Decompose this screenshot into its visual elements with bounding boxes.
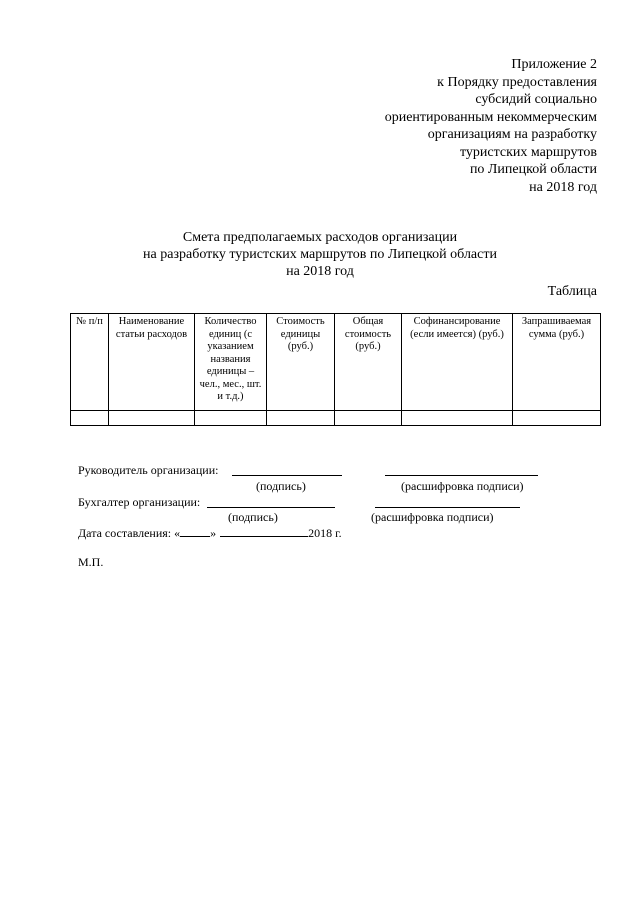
header-requested-sum: Запрашиваемая сумма (руб.) (513, 314, 601, 411)
estimate-table (70, 313, 601, 426)
header-item-name: Наименование статьи расходов (109, 314, 195, 411)
accountant-decoding-caption: (расшифровка подписи) (371, 510, 494, 524)
appendix-line: по Липецкой области (469, 162, 597, 177)
header-number: № п/п (71, 314, 109, 411)
date-row (78, 525, 342, 540)
table-cell[interactable] (335, 411, 402, 426)
table-cell[interactable] (71, 411, 109, 426)
header-unit-cost: Стоимость единицы (руб.) (267, 314, 335, 411)
table-header-row (71, 314, 601, 411)
document-title (0, 229, 640, 280)
head-label: Руководитель организации: (78, 463, 219, 477)
table-cell[interactable] (402, 411, 513, 426)
head-signature-line[interactable] (232, 475, 342, 476)
date-month-line[interactable] (220, 525, 308, 537)
accountant-label: Бухгалтер организации: (78, 495, 201, 509)
title-line: Смета предполагаемых расходов организации (182, 230, 458, 245)
appendix-line: туристских маршрутов (459, 144, 597, 160)
accountant-signature-line[interactable] (207, 507, 335, 508)
appendix-line: субсидий социально (475, 92, 597, 107)
date-middle: » (210, 526, 217, 540)
appendix-line: Приложение 2 (511, 57, 597, 72)
head-decoding-line[interactable] (385, 475, 538, 476)
appendix-line: к Порядку предоставления (437, 74, 597, 90)
title-line: на 2018 год (286, 264, 354, 279)
accountant-decoding-line[interactable] (375, 507, 520, 508)
title-line: на разработку туристских маршрутов по Липецкой области (143, 247, 497, 262)
table-row (71, 411, 601, 426)
date-suffix: 2018 г. (308, 526, 342, 540)
appendix-line: на 2018 год (529, 179, 597, 195)
head-signature-caption: (подпись) (256, 479, 306, 493)
stamp-placeholder: М.П. (78, 555, 104, 569)
date-day-line[interactable] (180, 525, 210, 537)
table-cell[interactable] (267, 411, 335, 426)
table-label: Таблица (547, 284, 597, 299)
accountant-signature-caption: (подпись) (228, 510, 278, 524)
head-decoding-caption: (расшифровка подписи) (401, 479, 524, 493)
table-cell[interactable] (513, 411, 601, 426)
header-total-cost: Общая стоимость (руб.) (335, 314, 402, 411)
date-prefix: Дата составления: « (78, 526, 181, 540)
table-cell[interactable] (195, 411, 267, 426)
header-quantity: Количество единиц (с указанием названия единицы – чел., мес., шт. и т.д.) (195, 314, 267, 411)
table-cell[interactable] (109, 411, 195, 426)
appendix-block (297, 56, 597, 196)
header-cofinancing: Софинансирование (если имеется) (руб.) (402, 314, 513, 411)
appendix-line: ориентированным некоммерческим (384, 109, 597, 125)
appendix-line: организациям на разработку (427, 127, 597, 142)
